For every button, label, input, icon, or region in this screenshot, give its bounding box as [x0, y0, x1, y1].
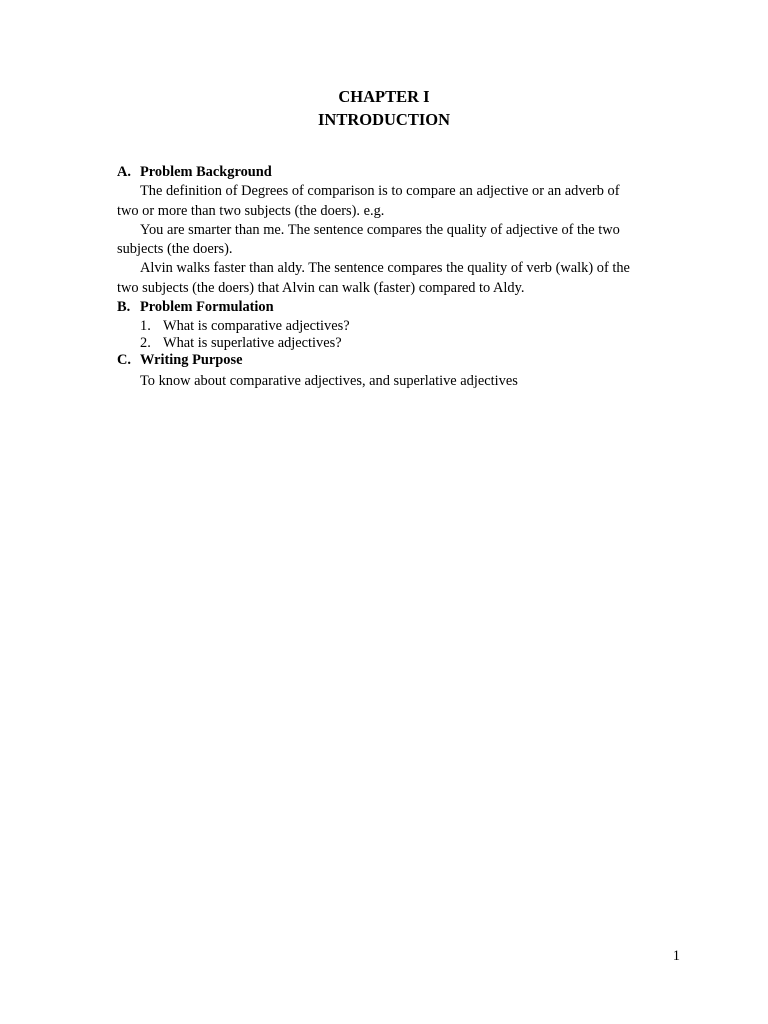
list-item-text: What is superlative adjectives?: [163, 335, 342, 351]
list-item-number: 1.: [140, 318, 151, 334]
chapter-title: INTRODUCTION: [317, 110, 451, 129]
page-number: 1: [672, 948, 680, 964]
section-letter: A.: [117, 164, 131, 180]
paragraph-line: Alvin walks faster than aldy. The sentence compares the quality of verb (walk) of the: [140, 260, 630, 276]
list-item-text: What is comparative adjectives?: [163, 318, 350, 334]
section-title: Problem Background: [140, 164, 272, 180]
list-item-number: 2.: [140, 335, 151, 351]
section-letter: B.: [117, 299, 131, 315]
paragraph-line: two subjects (the doers) that Alvin can walk (faster) compared to Aldy.: [117, 280, 525, 296]
section-title: Writing Purpose: [140, 352, 243, 368]
section-letter: C.: [117, 352, 131, 368]
chapter-number: CHAPTER I: [338, 87, 430, 106]
section-title: Problem Formulation: [140, 299, 274, 315]
paragraph-line: You are smarter than me. The sentence compares the quality of adjective of the two: [140, 222, 620, 238]
paragraph-line: To know about comparative adjectives, and superlative adjectives: [140, 373, 518, 389]
paragraph-line: The definition of Degrees of comparison is to compare an adjective or an adverb of: [140, 183, 620, 199]
paragraph-line: two or more than two subjects (the doers). e.g.: [117, 203, 385, 219]
paragraph-line: subjects (the doers).: [117, 241, 233, 257]
